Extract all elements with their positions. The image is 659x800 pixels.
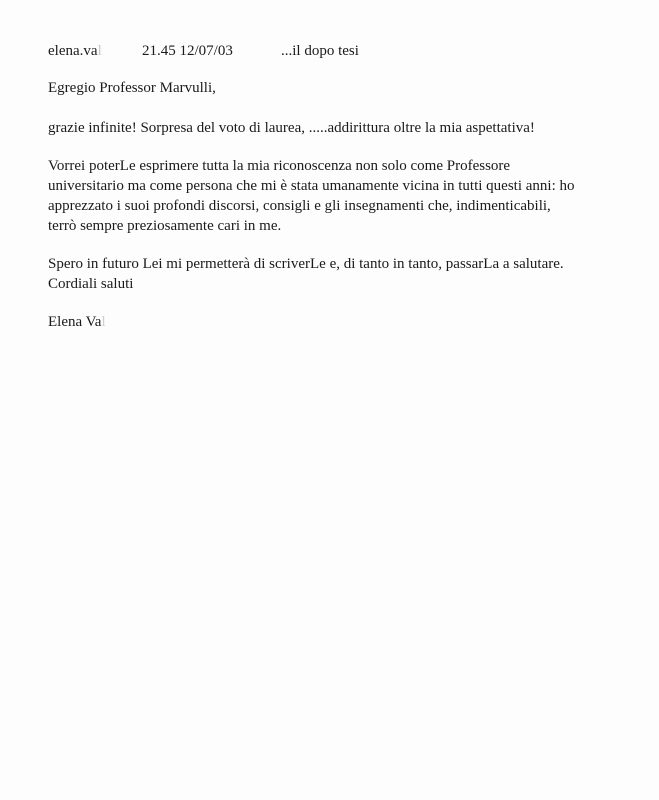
sender-address	[48, 41, 102, 61]
closing-paragraph: Spero in futuro Lei mi permetterà di scriverLe e, di tanto in tanto, passarLa a salutare. Cordiali saluti	[48, 256, 564, 292]
signature-redacted: l	[101, 314, 106, 330]
thanks-paragraph: grazie infinite! Sorpresa del voto di laurea, .....addirittura oltre la mia aspettativa!	[48, 120, 535, 136]
email-header	[48, 41, 608, 61]
signature	[48, 312, 618, 332]
sender-address-visible: elena.va	[48, 43, 98, 59]
salutation: Egregio Professor Marvulli,	[48, 80, 216, 96]
letter-body	[48, 78, 618, 350]
subject-line: ...il dopo tesi	[281, 43, 359, 59]
gratitude-paragraph: Vorrei poterLe esprimere tutta la mia riconoscenza non solo come Professore universitario ma come persona che mi è stata umanamente vicina in tutti questi anni: ho apprezzato i suoi profondi discorsi, consigli e gli insegnamenti che, indimenticabili, terrò sempre preziosamente cari in me.	[48, 158, 575, 234]
timestamp: 21.45 12/07/03	[142, 43, 233, 59]
sender-address-redacted: l	[97, 43, 102, 59]
signature-visible: Elena Va	[48, 314, 102, 330]
